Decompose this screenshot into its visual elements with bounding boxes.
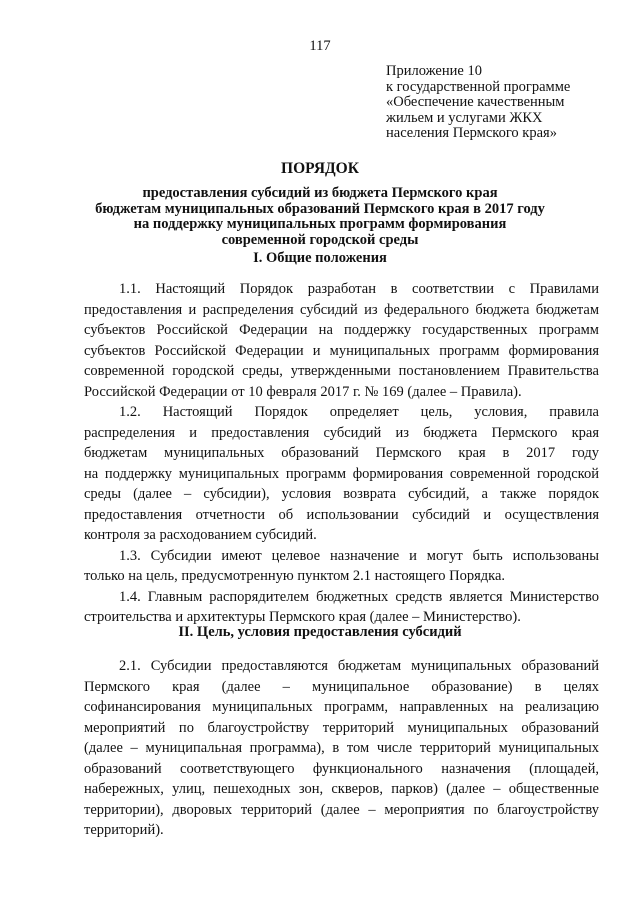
appendix-line: Приложение 10: [386, 63, 482, 79]
document-subtitle-line: на поддержку муниципальных программ формирования: [133, 216, 507, 232]
section-heading-purpose: II. Цель, условия предоставления субсидий: [178, 624, 462, 640]
document-title-block: [0, 160, 640, 248]
text-line: субъектов Российской Федерации на поддержку государственных программ: [84, 322, 599, 338]
text-line: 1.4. Главным распорядителем бюджетных средств является Министерство: [119, 588, 599, 605]
text-line: мероприятий по благоустройству территорий муниципальных образований: [84, 719, 599, 736]
text-line: предоставления и распределения субсидий из федерального бюджета бюджетам: [84, 301, 599, 318]
text-line: образований соответствующего функционального назначения (площадей,: [84, 760, 599, 777]
section-purpose-body: [84, 656, 599, 841]
appendix-note: [386, 64, 626, 142]
text-line: современной городской среды, утвержденными постановлением Правительства: [84, 363, 599, 379]
text-line: строительства и архитектуры Пермского края (далее – Министерство).: [84, 609, 521, 625]
document-subtitle-line: современной городской среды: [221, 231, 419, 248]
text-line: 1.2. Настоящий Порядок определяет цель, условия, правила: [119, 404, 599, 420]
appendix-line: населения Пермского края»: [386, 125, 557, 142]
document-subtitle-line: предоставления субсидий из бюджета Пермского края: [142, 185, 498, 201]
text-line: территории), дворовых территорий (далее – мероприятия по благоустройству: [84, 801, 599, 818]
text-line: предоставления отчетности об использовании субсидий и осуществления: [84, 506, 599, 523]
page-number: 117: [309, 38, 331, 54]
text-line: Пермского края (далее – муниципальное образование) в целях: [84, 678, 599, 695]
section-heading-general: I. Общие положения: [253, 250, 387, 266]
text-line: на поддержку муниципальных программ формирования современной городской: [84, 465, 599, 482]
text-line: 1.1. Настоящий Порядок разработан в соответствии с Правилами: [119, 281, 599, 297]
text-line: только на цель, предусмотренную пунктом 2.1 настоящего Порядка.: [84, 568, 506, 584]
text-line: (далее – муниципальная программа), в том числе территорий муниципальных: [84, 740, 599, 756]
section-general-body: [84, 279, 599, 628]
text-line: набережных, улиц, пешеходных зон, скверов, парков) (далее – общественные: [84, 781, 599, 797]
appendix-line: к государственной программе: [386, 78, 571, 95]
text-line: распределения и предоставления субсидий из бюджета Пермского края: [84, 424, 599, 441]
text-line: территорий).: [84, 822, 164, 838]
text-line: субъектов Российской Федерации и муниципальных программ формирования: [84, 342, 599, 359]
document-title: ПОРЯДОК: [281, 160, 359, 177]
appendix-line: жильем и услугами ЖКХ: [386, 109, 543, 126]
text-line: софинансирования муниципальных программ, направленных на реализацию: [84, 699, 599, 715]
text-line: Российской Федерации от 10 февраля 2017 г. № 169 (далее – Правила).: [84, 383, 522, 400]
text-line: среды (далее – субсидии), условия возврата субсидий, а также порядок: [84, 486, 599, 502]
document-subtitle-line: бюджетам муниципальных образований Пермского края в 2017 году: [95, 200, 545, 217]
text-line: 1.3. Субсидии имеют целевое назначение и могут быть использованы: [119, 547, 599, 564]
text-line: контроля за расходованием субсидий.: [84, 527, 317, 543]
text-line: 2.1. Субсидии предоставляются бюджетам муниципальных образований: [119, 658, 599, 674]
text-line: бюджетам муниципальных образований Пермского края в 2017 году: [84, 445, 599, 461]
appendix-line: «Обеспечение качественным: [386, 94, 565, 111]
